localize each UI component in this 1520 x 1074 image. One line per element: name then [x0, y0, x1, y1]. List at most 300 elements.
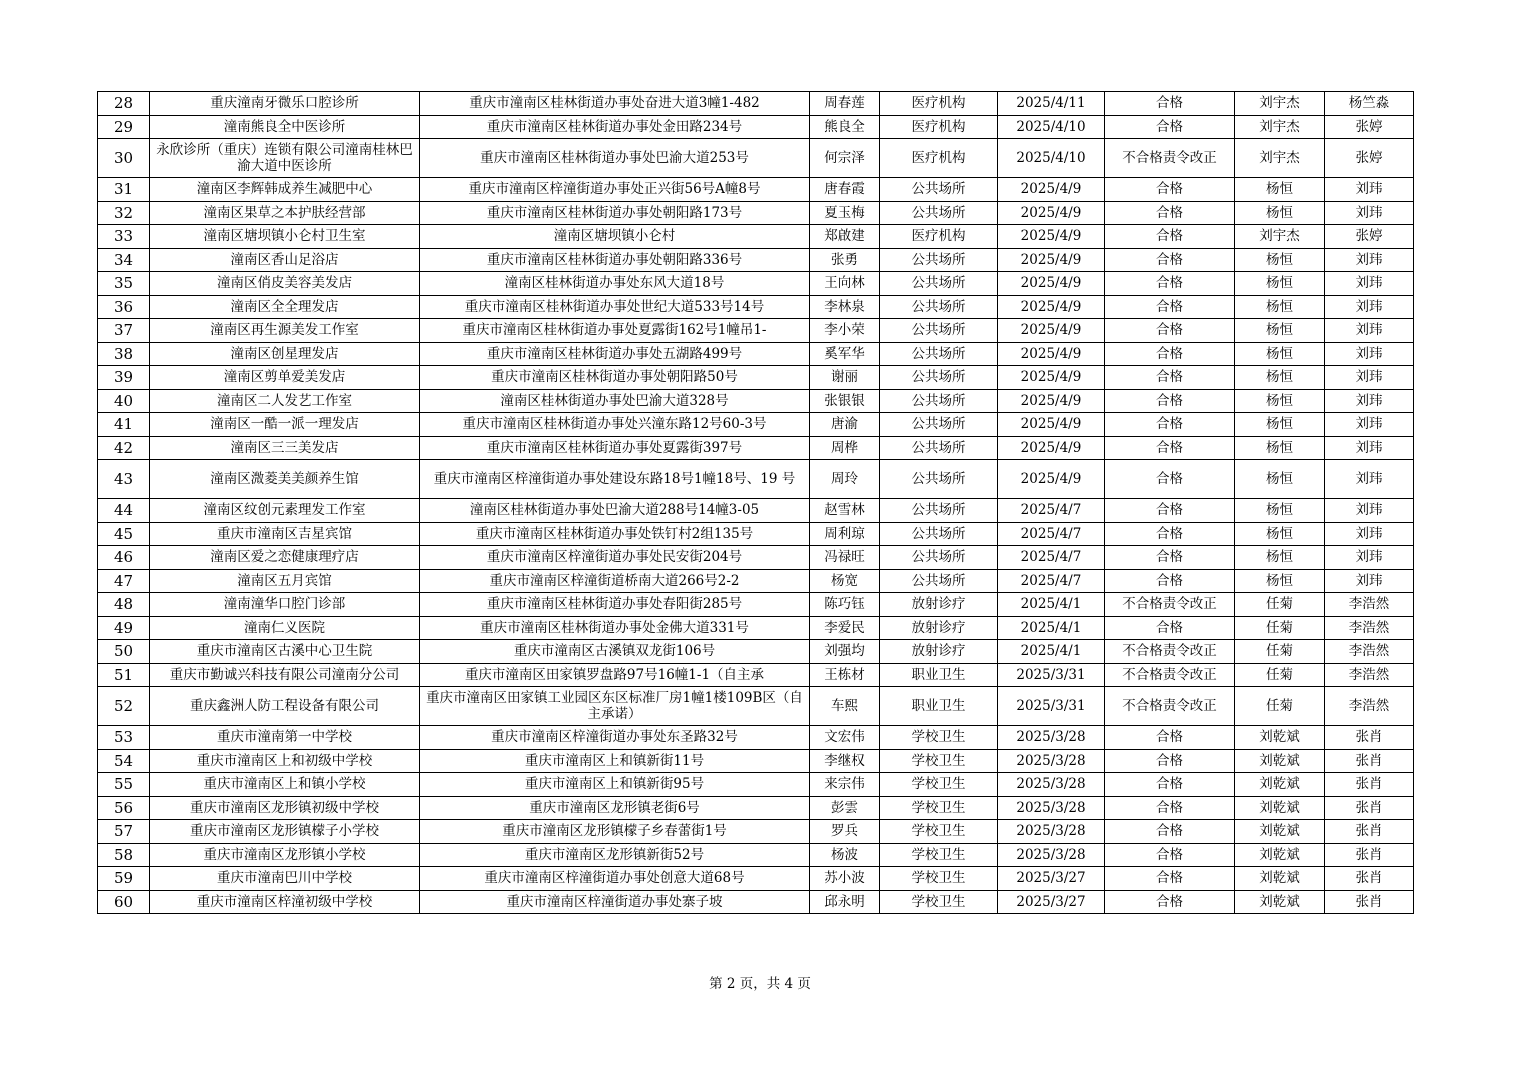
- table-row: [98, 342, 1414, 366]
- legal-person-cell: 罗兵: [810, 820, 880, 844]
- table-row: [98, 749, 1414, 773]
- row-number-cell: 29: [98, 115, 150, 139]
- legal-person-cell: 王向林: [810, 272, 880, 296]
- legal-person-cell: 周桦: [810, 436, 880, 460]
- row-number-cell: 41: [98, 413, 150, 437]
- category-cell: 放射诊疗: [880, 616, 998, 640]
- row-number-cell: 40: [98, 389, 150, 413]
- unit-name-cell: 潼南区李辉韩成养生减肥中心: [150, 178, 420, 202]
- inspector-1-cell: 杨恒: [1235, 413, 1325, 437]
- category-cell: 医疗机构: [880, 115, 998, 139]
- unit-name-cell: 重庆鑫洲人防工程设备有限公司: [150, 687, 420, 726]
- legal-person-cell: 周春莲: [810, 92, 880, 116]
- inspector-2-cell: 刘玮: [1325, 522, 1414, 546]
- category-cell: 公共场所: [880, 295, 998, 319]
- unit-name-cell: 潼南区塘坝镇小仑村卫生室: [150, 225, 420, 249]
- legal-person-cell: 郑啟建: [810, 225, 880, 249]
- result-cell: 合格: [1105, 248, 1235, 272]
- address-cell: 重庆市潼南区田家镇工业园区东区标准厂房1幢1楼109B区（自主承诺）: [420, 687, 810, 726]
- inspector-1-cell: 任菊: [1235, 616, 1325, 640]
- inspection-date-cell: 2025/3/31: [998, 663, 1105, 687]
- legal-person-cell: 熊良全: [810, 115, 880, 139]
- legal-person-cell: 周利琼: [810, 522, 880, 546]
- result-cell: 合格: [1105, 616, 1235, 640]
- legal-person-cell: 何宗泽: [810, 139, 880, 178]
- address-cell: 重庆市潼南区桂林街道办事处世纪大道533号14号: [420, 295, 810, 319]
- row-number-cell: 45: [98, 522, 150, 546]
- inspector-2-cell: 张肖: [1325, 796, 1414, 820]
- row-number-cell: 52: [98, 687, 150, 726]
- inspector-1-cell: 杨恒: [1235, 295, 1325, 319]
- inspector-1-cell: 杨恒: [1235, 389, 1325, 413]
- result-cell: 合格: [1105, 796, 1235, 820]
- category-cell: 学校卫生: [880, 773, 998, 797]
- address-cell: 重庆市潼南区梓潼街道办事处民安街204号: [420, 546, 810, 570]
- category-cell: 公共场所: [880, 272, 998, 296]
- inspection-date-cell: 2025/4/7: [998, 499, 1105, 523]
- table-row: [98, 436, 1414, 460]
- inspector-1-cell: 刘乾斌: [1235, 867, 1325, 891]
- address-cell: 重庆市潼南区龙形镇新街52号: [420, 843, 810, 867]
- category-cell: 学校卫生: [880, 843, 998, 867]
- table-row: [98, 522, 1414, 546]
- inspector-1-cell: 杨恒: [1235, 201, 1325, 225]
- table-row: [98, 569, 1414, 593]
- table-body: [98, 92, 1414, 914]
- inspector-2-cell: 李浩然: [1325, 663, 1414, 687]
- table-row: [98, 366, 1414, 390]
- address-cell: 重庆市潼南区田家镇罗盘路97号16幢1-1（自主承: [420, 663, 810, 687]
- row-number-cell: 34: [98, 248, 150, 272]
- table-row: [98, 640, 1414, 664]
- legal-person-cell: 车熙: [810, 687, 880, 726]
- unit-name-cell: 重庆市潼南区梓潼初级中学校: [150, 890, 420, 914]
- page-footer: 第 2 页，共 4 页: [709, 976, 811, 992]
- address-cell: 重庆市潼南区桂林街道办事处夏露街397号: [420, 436, 810, 460]
- legal-person-cell: 王栋材: [810, 663, 880, 687]
- row-number-cell: 58: [98, 843, 150, 867]
- result-cell: 合格: [1105, 843, 1235, 867]
- inspector-1-cell: 刘乾斌: [1235, 843, 1325, 867]
- address-cell: 重庆市潼南区桂林街道办事处朝阳路173号: [420, 201, 810, 225]
- inspector-1-cell: 杨恒: [1235, 546, 1325, 570]
- result-cell: 合格: [1105, 92, 1235, 116]
- inspector-1-cell: 刘乾斌: [1235, 749, 1325, 773]
- result-cell: 合格: [1105, 749, 1235, 773]
- inspector-1-cell: 刘宇杰: [1235, 115, 1325, 139]
- address-cell: 重庆市潼南区桂林街道办事处兴潼东路12号60-3号: [420, 413, 810, 437]
- unit-name-cell: 重庆市勤诚兴科技有限公司潼南分公司: [150, 663, 420, 687]
- inspection-date-cell: 2025/4/9: [998, 248, 1105, 272]
- unit-name-cell: 潼南区全全理发店: [150, 295, 420, 319]
- unit-name-cell: 潼南区再生源美发工作室: [150, 319, 420, 343]
- table-row: [98, 201, 1414, 225]
- legal-person-cell: 苏小波: [810, 867, 880, 891]
- inspector-1-cell: 杨恒: [1235, 569, 1325, 593]
- unit-name-cell: 重庆市潼南区古溪中心卫生院: [150, 640, 420, 664]
- inspection-date-cell: 2025/4/11: [998, 92, 1105, 116]
- inspector-2-cell: 刘玮: [1325, 460, 1414, 499]
- inspector-1-cell: 刘乾斌: [1235, 890, 1325, 914]
- category-cell: 学校卫生: [880, 890, 998, 914]
- inspector-2-cell: 刘玮: [1325, 248, 1414, 272]
- inspection-date-cell: 2025/4/9: [998, 201, 1105, 225]
- inspector-2-cell: 李浩然: [1325, 616, 1414, 640]
- inspector-1-cell: 杨恒: [1235, 178, 1325, 202]
- category-cell: 放射诊疗: [880, 593, 998, 617]
- inspection-date-cell: 2025/4/9: [998, 366, 1105, 390]
- inspector-2-cell: 张肖: [1325, 773, 1414, 797]
- inspection-date-cell: 2025/4/9: [998, 413, 1105, 437]
- row-number-cell: 39: [98, 366, 150, 390]
- row-number-cell: 32: [98, 201, 150, 225]
- inspector-2-cell: 李浩然: [1325, 687, 1414, 726]
- inspection-date-cell: 2025/4/7: [998, 522, 1105, 546]
- legal-person-cell: 来宗伟: [810, 773, 880, 797]
- inspector-2-cell: 张肖: [1325, 890, 1414, 914]
- category-cell: 放射诊疗: [880, 640, 998, 664]
- legal-person-cell: 奚军华: [810, 342, 880, 366]
- result-cell: 合格: [1105, 342, 1235, 366]
- row-number-cell: 31: [98, 178, 150, 202]
- table-row: [98, 726, 1414, 750]
- row-number-cell: 38: [98, 342, 150, 366]
- legal-person-cell: 李林泉: [810, 295, 880, 319]
- category-cell: 医疗机构: [880, 225, 998, 249]
- inspection-date-cell: 2025/4/7: [998, 546, 1105, 570]
- legal-person-cell: 刘强均: [810, 640, 880, 664]
- legal-person-cell: 赵雪林: [810, 499, 880, 523]
- address-cell: 潼南区桂林街道办事处巴渝大道288号14幢3-05: [420, 499, 810, 523]
- inspector-2-cell: 刘玮: [1325, 319, 1414, 343]
- inspection-date-cell: 2025/3/27: [998, 890, 1105, 914]
- table-row: [98, 843, 1414, 867]
- category-cell: 公共场所: [880, 522, 998, 546]
- category-cell: 公共场所: [880, 569, 998, 593]
- category-cell: 公共场所: [880, 460, 998, 499]
- category-cell: 公共场所: [880, 389, 998, 413]
- result-cell: 合格: [1105, 726, 1235, 750]
- result-cell: 合格: [1105, 867, 1235, 891]
- address-cell: 重庆市潼南区梓潼街道办事处正兴街56号A幢8号: [420, 178, 810, 202]
- address-cell: 重庆市潼南区桂林街道办事处奋进大道3幢1-482: [420, 92, 810, 116]
- address-cell: 重庆市潼南区桂林街道办事处金田路234号: [420, 115, 810, 139]
- legal-person-cell: 张银银: [810, 389, 880, 413]
- inspector-2-cell: 刘玮: [1325, 569, 1414, 593]
- inspection-date-cell: 2025/4/10: [998, 139, 1105, 178]
- row-number-cell: 35: [98, 272, 150, 296]
- category-cell: 公共场所: [880, 201, 998, 225]
- row-number-cell: 46: [98, 546, 150, 570]
- address-cell: 重庆市潼南区梓潼街道办事处寨子坡: [420, 890, 810, 914]
- row-number-cell: 56: [98, 796, 150, 820]
- category-cell: 学校卫生: [880, 726, 998, 750]
- result-cell: 合格: [1105, 272, 1235, 296]
- row-number-cell: 51: [98, 663, 150, 687]
- row-number-cell: 49: [98, 616, 150, 640]
- table-row: [98, 593, 1414, 617]
- row-number-cell: 48: [98, 593, 150, 617]
- result-cell: 合格: [1105, 569, 1235, 593]
- table-row: [98, 92, 1414, 116]
- address-cell: 重庆市潼南区桂林街道办事处夏露街162号1幢吊1-: [420, 319, 810, 343]
- inspection-date-cell: 2025/3/28: [998, 820, 1105, 844]
- category-cell: 公共场所: [880, 342, 998, 366]
- table-row: [98, 546, 1414, 570]
- address-cell: 重庆市潼南区梓潼街道办事处建设东路18号1幢18号、19 号: [420, 460, 810, 499]
- category-cell: 公共场所: [880, 319, 998, 343]
- inspector-2-cell: 刘玮: [1325, 178, 1414, 202]
- inspector-2-cell: 刘玮: [1325, 201, 1414, 225]
- table-row: [98, 890, 1414, 914]
- category-cell: 公共场所: [880, 546, 998, 570]
- inspector-1-cell: 刘宇杰: [1235, 225, 1325, 249]
- inspector-2-cell: 刘玮: [1325, 342, 1414, 366]
- address-cell: 重庆市潼南区上和镇新街11号: [420, 749, 810, 773]
- inspector-2-cell: 李浩然: [1325, 640, 1414, 664]
- inspection-date-cell: 2025/3/31: [998, 687, 1105, 726]
- result-cell: 不合格责令改正: [1105, 663, 1235, 687]
- unit-name-cell: 潼南区果草之本护肤经营部: [150, 201, 420, 225]
- inspector-2-cell: 杨竺淼: [1325, 92, 1414, 116]
- inspection-date-cell: 2025/3/27: [998, 867, 1105, 891]
- unit-name-cell: 潼南区溦菱美美颜养生馆: [150, 460, 420, 499]
- address-cell: 重庆市潼南区桂林街道办事处巴渝大道253号: [420, 139, 810, 178]
- unit-name-cell: 潼南区剪单爱美发店: [150, 366, 420, 390]
- inspector-2-cell: 刘玮: [1325, 366, 1414, 390]
- result-cell: 合格: [1105, 225, 1235, 249]
- table-row: [98, 272, 1414, 296]
- address-cell: 重庆市潼南区古溪镇双龙街106号: [420, 640, 810, 664]
- inspector-1-cell: 任菊: [1235, 593, 1325, 617]
- row-number-cell: 54: [98, 749, 150, 773]
- row-number-cell: 37: [98, 319, 150, 343]
- inspection-date-cell: 2025/4/9: [998, 342, 1105, 366]
- table-row: [98, 413, 1414, 437]
- result-cell: 合格: [1105, 890, 1235, 914]
- address-cell: 重庆市潼南区桂林街道办事处春阳街285号: [420, 593, 810, 617]
- result-cell: 合格: [1105, 389, 1235, 413]
- table-row: [98, 687, 1414, 726]
- category-cell: 医疗机构: [880, 139, 998, 178]
- address-cell: 重庆市潼南区龙形镇檬子乡春蕾街1号: [420, 820, 810, 844]
- address-cell: 潼南区塘坝镇小仑村: [420, 225, 810, 249]
- legal-person-cell: 谢丽: [810, 366, 880, 390]
- inspector-1-cell: 刘宇杰: [1235, 92, 1325, 116]
- inspection-date-cell: 2025/3/28: [998, 749, 1105, 773]
- result-cell: 合格: [1105, 499, 1235, 523]
- address-cell: 潼南区桂林街道办事处巴渝大道328号: [420, 389, 810, 413]
- inspection-date-cell: 2025/4/9: [998, 295, 1105, 319]
- table-row: [98, 319, 1414, 343]
- inspector-1-cell: 任菊: [1235, 640, 1325, 664]
- legal-person-cell: 杨宽: [810, 569, 880, 593]
- inspector-2-cell: 刘玮: [1325, 546, 1414, 570]
- inspector-1-cell: 刘乾斌: [1235, 820, 1325, 844]
- table-row: [98, 773, 1414, 797]
- inspection-date-cell: 2025/3/28: [998, 773, 1105, 797]
- legal-person-cell: 文宏伟: [810, 726, 880, 750]
- result-cell: 不合格责令改正: [1105, 593, 1235, 617]
- inspector-2-cell: 张婷: [1325, 139, 1414, 178]
- row-number-cell: 36: [98, 295, 150, 319]
- address-cell: 重庆市潼南区桂林街道办事处金佛大道331号: [420, 616, 810, 640]
- address-cell: 潼南区桂林街道办事处东风大道18号: [420, 272, 810, 296]
- legal-person-cell: 张勇: [810, 248, 880, 272]
- result-cell: 不合格责令改正: [1105, 139, 1235, 178]
- unit-name-cell: 重庆市潼南第一中学校: [150, 726, 420, 750]
- inspection-date-cell: 2025/4/7: [998, 569, 1105, 593]
- inspector-1-cell: 杨恒: [1235, 522, 1325, 546]
- inspector-2-cell: 刘玮: [1325, 413, 1414, 437]
- category-cell: 公共场所: [880, 248, 998, 272]
- category-cell: 学校卫生: [880, 796, 998, 820]
- unit-name-cell: 永欣诊所（重庆）连锁有限公司潼南桂林巴渝大道中医诊所: [150, 139, 420, 178]
- inspection-date-cell: 2025/4/9: [998, 225, 1105, 249]
- address-cell: 重庆市潼南区桂林街道办事处五湖路499号: [420, 342, 810, 366]
- address-cell: 重庆市潼南区梓潼街道桥南大道266号2-2: [420, 569, 810, 593]
- unit-name-cell: 潼南潼华口腔门诊部: [150, 593, 420, 617]
- row-number-cell: 42: [98, 436, 150, 460]
- inspector-1-cell: 杨恒: [1235, 319, 1325, 343]
- unit-name-cell: 潼南仁义医院: [150, 616, 420, 640]
- inspector-1-cell: 杨恒: [1235, 342, 1325, 366]
- table-row: [98, 115, 1414, 139]
- row-number-cell: 60: [98, 890, 150, 914]
- result-cell: 合格: [1105, 178, 1235, 202]
- unit-name-cell: 潼南区爱之恋健康理疗店: [150, 546, 420, 570]
- inspector-1-cell: 刘乾斌: [1235, 796, 1325, 820]
- table-row: [98, 389, 1414, 413]
- inspector-2-cell: 刘玮: [1325, 389, 1414, 413]
- table-row: [98, 460, 1414, 499]
- table-row: [98, 796, 1414, 820]
- table-row: [98, 225, 1414, 249]
- result-cell: 合格: [1105, 522, 1235, 546]
- inspector-1-cell: 刘乾斌: [1235, 726, 1325, 750]
- inspector-1-cell: 刘宇杰: [1235, 139, 1325, 178]
- unit-name-cell: 重庆市潼南区龙形镇檬子小学校: [150, 820, 420, 844]
- address-cell: 重庆市潼南区桂林街道办事处朝阳路50号: [420, 366, 810, 390]
- address-cell: 重庆市潼南区桂林街道办事处朝阳路336号: [420, 248, 810, 272]
- address-cell: 重庆市潼南区上和镇新街95号: [420, 773, 810, 797]
- result-cell: 不合格责令改正: [1105, 687, 1235, 726]
- unit-name-cell: 重庆市潼南巴川中学校: [150, 867, 420, 891]
- unit-name-cell: 潼南区俏皮美容美发店: [150, 272, 420, 296]
- unit-name-cell: 重庆市潼南区上和镇小学校: [150, 773, 420, 797]
- unit-name-cell: 潼南区香山足浴店: [150, 248, 420, 272]
- inspector-2-cell: 张肖: [1325, 749, 1414, 773]
- inspector-1-cell: 杨恒: [1235, 248, 1325, 272]
- address-cell: 重庆市潼南区梓潼街道办事处东圣路32号: [420, 726, 810, 750]
- inspection-date-cell: 2025/4/9: [998, 436, 1105, 460]
- result-cell: 不合格责令改正: [1105, 640, 1235, 664]
- legal-person-cell: 李继权: [810, 749, 880, 773]
- legal-person-cell: 夏玉梅: [810, 201, 880, 225]
- unit-name-cell: 重庆市潼南区上和初级中学校: [150, 749, 420, 773]
- category-cell: 学校卫生: [880, 820, 998, 844]
- inspector-1-cell: 杨恒: [1235, 272, 1325, 296]
- address-cell: 重庆市潼南区梓潼街道办事处创意大道68号: [420, 867, 810, 891]
- result-cell: 合格: [1105, 546, 1235, 570]
- table-row: [98, 616, 1414, 640]
- unit-name-cell: 潼南区三三美发店: [150, 436, 420, 460]
- row-number-cell: 47: [98, 569, 150, 593]
- inspector-1-cell: 杨恒: [1235, 499, 1325, 523]
- unit-name-cell: 潼南区一酷一派一理发店: [150, 413, 420, 437]
- inspector-1-cell: 任菊: [1235, 663, 1325, 687]
- result-cell: 合格: [1105, 436, 1235, 460]
- inspection-table: [97, 91, 1413, 914]
- category-cell: 职业卫生: [880, 687, 998, 726]
- unit-name-cell: 重庆潼南牙微乐口腔诊所: [150, 92, 420, 116]
- legal-person-cell: 邱永明: [810, 890, 880, 914]
- row-number-cell: 28: [98, 92, 150, 116]
- inspection-date-cell: 2025/4/1: [998, 616, 1105, 640]
- unit-name-cell: 重庆市潼南区龙形镇初级中学校: [150, 796, 420, 820]
- inspector-2-cell: 张肖: [1325, 843, 1414, 867]
- unit-name-cell: 潼南区创星理发店: [150, 342, 420, 366]
- inspection-date-cell: 2025/4/9: [998, 319, 1105, 343]
- inspector-1-cell: 杨恒: [1235, 460, 1325, 499]
- address-cell: 重庆市潼南区龙形镇老街6号: [420, 796, 810, 820]
- unit-name-cell: 重庆市潼南区吉星宾馆: [150, 522, 420, 546]
- table-row: [98, 178, 1414, 202]
- legal-person-cell: 唐春霞: [810, 178, 880, 202]
- legal-person-cell: 李小荣: [810, 319, 880, 343]
- category-cell: 学校卫生: [880, 867, 998, 891]
- table-row: [98, 499, 1414, 523]
- legal-person-cell: 周玲: [810, 460, 880, 499]
- inspector-1-cell: 任菊: [1235, 687, 1325, 726]
- row-number-cell: 44: [98, 499, 150, 523]
- result-cell: 合格: [1105, 773, 1235, 797]
- result-cell: 合格: [1105, 295, 1235, 319]
- inspection-date-cell: 2025/3/28: [998, 796, 1105, 820]
- inspection-date-cell: 2025/4/9: [998, 460, 1105, 499]
- result-cell: 合格: [1105, 460, 1235, 499]
- result-cell: 合格: [1105, 820, 1235, 844]
- inspector-2-cell: 刘玮: [1325, 499, 1414, 523]
- category-cell: 公共场所: [880, 366, 998, 390]
- legal-person-cell: 彭雲: [810, 796, 880, 820]
- legal-person-cell: 冯禄旺: [810, 546, 880, 570]
- table-row: [98, 820, 1414, 844]
- inspector-2-cell: 张婷: [1325, 225, 1414, 249]
- inspection-date-cell: 2025/4/9: [998, 178, 1105, 202]
- inspection-date-cell: 2025/3/28: [998, 726, 1105, 750]
- row-number-cell: 59: [98, 867, 150, 891]
- unit-name-cell: 重庆市潼南区龙形镇小学校: [150, 843, 420, 867]
- row-number-cell: 55: [98, 773, 150, 797]
- inspector-2-cell: 张肖: [1325, 726, 1414, 750]
- inspector-2-cell: 张婷: [1325, 115, 1414, 139]
- category-cell: 公共场所: [880, 499, 998, 523]
- table-row: [98, 867, 1414, 891]
- unit-name-cell: 潼南熊良全中医诊所: [150, 115, 420, 139]
- inspector-1-cell: 刘乾斌: [1235, 773, 1325, 797]
- row-number-cell: 53: [98, 726, 150, 750]
- address-cell: 重庆市潼南区桂林街道办事处铁钉村2组135号: [420, 522, 810, 546]
- category-cell: 公共场所: [880, 436, 998, 460]
- row-number-cell: 43: [98, 460, 150, 499]
- row-number-cell: 50: [98, 640, 150, 664]
- inspector-2-cell: 李浩然: [1325, 593, 1414, 617]
- table-row: [98, 248, 1414, 272]
- category-cell: 公共场所: [880, 413, 998, 437]
- result-cell: 合格: [1105, 413, 1235, 437]
- unit-name-cell: 潼南区纹创元素理发工作室: [150, 499, 420, 523]
